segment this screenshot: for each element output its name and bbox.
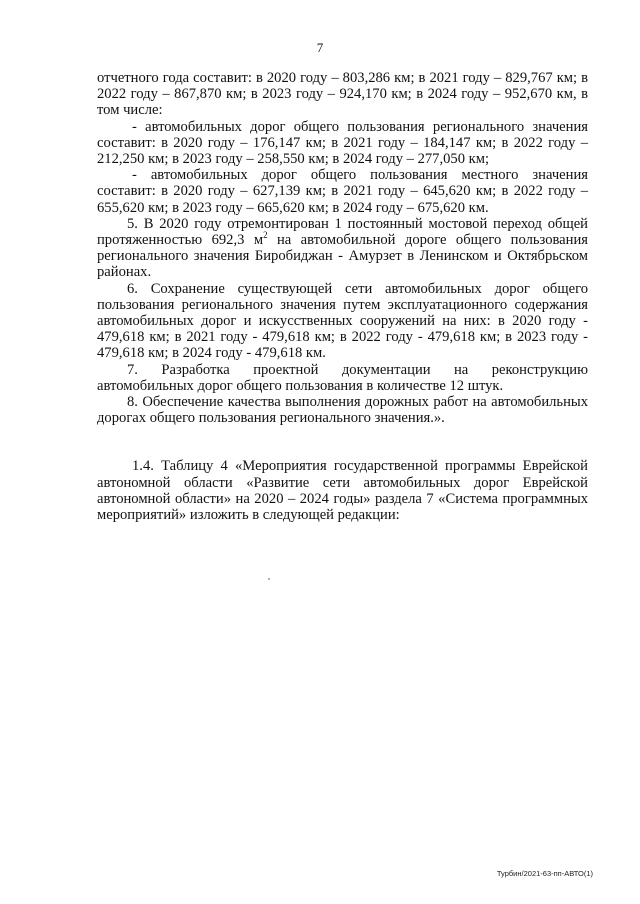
paragraph-item-6: 6. Сохранение существующей сети автомобильных дорог общего пользования регионального значения путем эксплуатационного содержания автомобильных дорог и искусственных сооружений на них: в 2020 году - 479,618 км; в 2021 году - 479,618 км; в 2022 году - 479,618 км; в 2023 году - 479,618 км; в 2024 году - 479,618 км. <box>97 280 588 362</box>
item-5-text-end: на автомобильной дороге общего пользования регионального значения Биробиджан - Амурзет в Ленинском и Октябрьском районах. <box>97 232 588 281</box>
paragraph-local-roads: - автомобильных дорог общего пользования местного значения составит: в 2020 году – 627,139 км; в 2021 году – 645,620 км; в 2022 году – 655,620 км; в 2023 году – 665,620 км; в 2024 году – 675,620 км. <box>97 167 588 216</box>
paragraph-item-5 <box>97 216 588 281</box>
item-5-superscript: 2 <box>263 230 268 241</box>
page-number: 7 <box>316 40 324 55</box>
paragraph-regional-roads: - автомобильных дорог общего пользования регионального значения составит: в 2020 году – 176,147 км; в 2021 году – 184,147 км; в 2022 году – 212,250 км; в 2023 году – 258,550 км; в 2024 году – 277,050 км; <box>97 118 588 168</box>
paragraph-item-8: 8. Обеспечение качества выполнения дорожных работ на автомобильных дорогах общего пользования регионального значения.». <box>97 394 588 427</box>
paragraph-totals: отчетного года составит: в 2020 году – 803,286 км; в 2021 году – 829,767 км; в 2022 году – 867,870 км; в 2023 году – 924,170 км; в 2024 году – 952,670 км, в том числе: <box>97 70 588 119</box>
item-5-text-start: 5. В 2020 году отремонтирован 1 постоянный мостовой переход общей протяженностью 692,3 м <box>97 215 588 249</box>
paragraph-item-1-4: 1.4. Таблицу 4 «Мероприятия государственной программы Еврейской автономной области «Развитие сети автомобильных дорог Еврейской автономной области» на 2020 – 2024 годы» раздела 7 «Система программных мероприятий» изложить в следующей редакции: <box>97 458 588 524</box>
paragraph-gap <box>97 426 588 458</box>
paragraph-item-7: 7. Разработка проектной документации на реконструкцию автомобильных дорог общего пользования в количестве 12 штук. <box>97 361 588 394</box>
scan-speck <box>268 578 270 580</box>
footer-reference: Турбин/2021-63-пп-АВТО(1) <box>496 869 593 878</box>
document-body <box>97 70 588 523</box>
